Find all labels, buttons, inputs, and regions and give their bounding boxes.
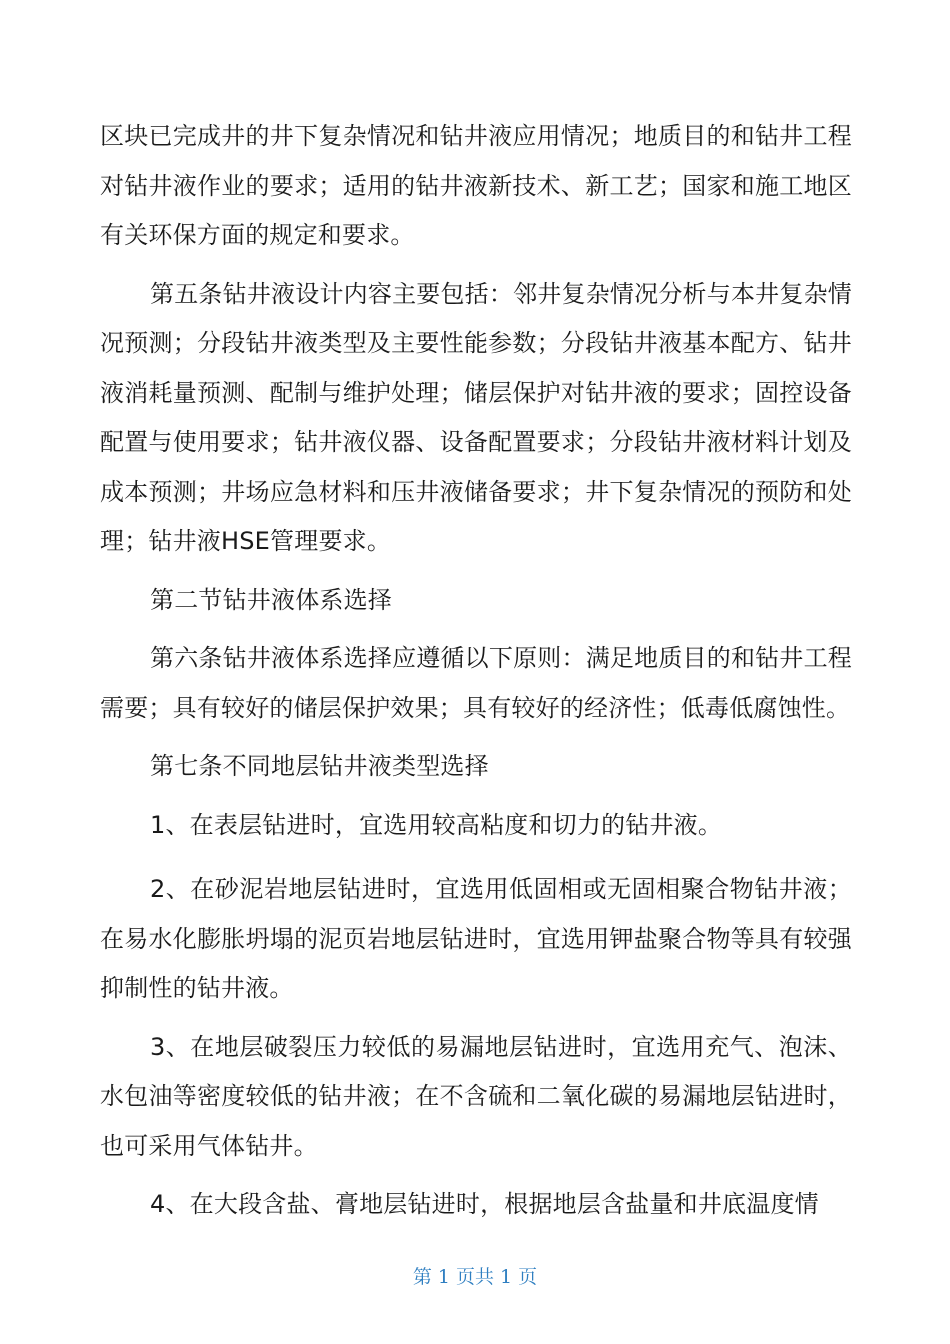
list-item-4: 4、在大段含盐、膏地层钻进时，根据地层含盐量和井底温度情 [150, 1190, 819, 1218]
document-body [100, 112, 852, 1230]
page-number-footer: 第 1 页共 1 页 [412, 1266, 538, 1288]
section-heading-2: 第二节钻井液体系选择 [150, 585, 392, 614]
list-item-1: 1、在表层钻进时，宜选用较高粘度和切力的钻井液。 [150, 810, 723, 839]
list-item-3: 3、在地层破裂压力较低的易漏地层钻进时，宜选用充气、泡沫、水包油等密度较低的钻井液；在不含硫和二氧化碳的易漏地层钻进时，也可采用气体钻井。 [100, 1032, 852, 1160]
list-item-2: 2、在砂泥岩地层钻进时，宜选用低固相或无固相聚合物钻井液；在易水化膨胀坍塌的泥页岩地层钻进时，宜选用钾盐聚合物等具有较强抑制性的钻井液。 [100, 875, 852, 1002]
paragraph-article-5: 第五条钻井液设计内容主要包括：邻井复杂情况分析与本井复杂情况预测；分段钻井液类型及主要性能参数；分段钻井液基本配方、钻井液消耗量预测、配制与维护处理；储层保护对钻井液的要求；固控设备配置与使用要求；钻井液仪器、设备配置要求；分段钻井液材料计划及成本预测；井场应急材料和压井液储备要求；井下复杂情况的预防和处理；钻井液HSE管理要求。 [100, 279, 852, 555]
paragraph-article-7: 第七条不同地层钻井液类型选择 [150, 752, 489, 780]
paragraph-article-6: 第六条钻井液体系选择应遵循以下原则：满足地质目的和钻井工程需要；具有较好的储层保护效果；具有较好的经济性；低毒低腐蚀性。 [100, 644, 852, 722]
paragraph-continuation: 区块已完成井的井下复杂情况和钻井液应用情况；地质目的和钻井工程对钻井液作业的要求；适用的钻井液新技术、新工艺；国家和施工地区有关环保方面的规定和要求。 [100, 122, 852, 249]
